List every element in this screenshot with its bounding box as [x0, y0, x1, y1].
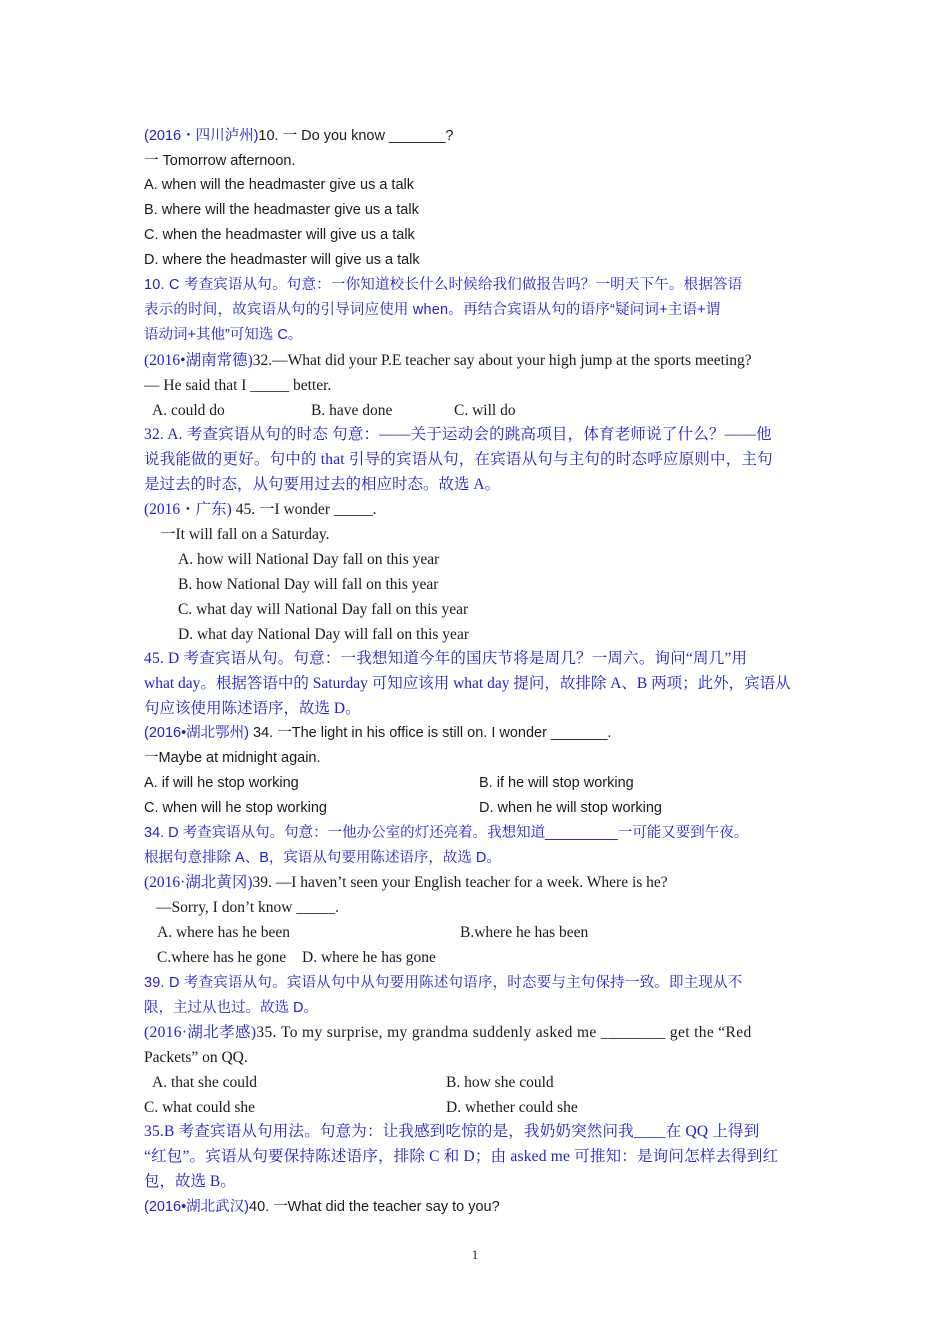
options-row: [144, 1098, 808, 1118]
explanation-line: 限，主过从也过。故选 D。: [144, 1000, 318, 1016]
option-c: C. when will he stop working: [144, 800, 327, 816]
explanation-line: 句应该使用陈述语序，故选 D。: [144, 700, 361, 717]
explanation-line: 35.B 考查宾语从句用法。句意为：让我感到吃惊的是，我奶奶突然问我____在 QQ 上得到: [144, 1123, 760, 1140]
question-source: (2016•湖南常德): [144, 352, 253, 369]
option-d: D. when he will stop working: [479, 800, 662, 816]
option-a: A. if will he stop working: [144, 775, 299, 791]
explanation-line: 32. A. 考查宾语从句的时态 句意：——关于运动会的跳高项目，体育老师说了什么？——他: [144, 426, 772, 443]
option-c: C. what day will National Day fall on this year: [178, 601, 469, 618]
option-b: B. how National Day will fall on this year: [178, 576, 439, 593]
explanation-line: 45. D 考查宾语从句。句意：一我想知道今年的国庆节将是周几？一周六。询问“周几”用: [144, 650, 748, 667]
question-source: (2016・四川泸州): [144, 128, 259, 144]
option-a: A. could do: [152, 402, 225, 419]
option-b: B. have done: [311, 402, 393, 419]
option-d: D. whether could she: [446, 1099, 578, 1116]
explanation-line: 根据句意排除 A、B，宾语从句要用陈述语序，故选 D。: [144, 850, 501, 866]
page-number: 1: [471, 1247, 479, 1262]
question-header: (2016•湖北鄂州) 34. 一The light in his office is still on. I wonder _______.: [144, 725, 612, 741]
question-source: (2016・广东): [144, 501, 232, 518]
explanation-line: 说我能做的更好。句中的 that 引导的宾语从句，在宾语从句与主句的时态呼应原则中，主句: [144, 451, 773, 468]
question-source: (2016·湖北孝感): [144, 1024, 257, 1041]
option-d: D. where the headmaster will give us a talk: [144, 252, 420, 268]
option-b: B. how she could: [446, 1074, 554, 1091]
question-line: Packets” on QQ.: [144, 1049, 248, 1066]
answer-line: 一 Tomorrow afternoon.: [144, 153, 296, 169]
question-header: (2016·湖北孝感)35. To my surprise, my grandma suddenly asked me ________ get the “Red: [144, 1024, 752, 1041]
explanation-line: what day。根据答语中的 Saturday 可知应该用 what day 提问，故排除 A、B 两项；此外，宾语从: [144, 675, 791, 692]
explanation-line: 包，故选 B。: [144, 1173, 236, 1190]
question-header: (2016•湖南常德)32.—What did your P.E teacher say about your high jump at the sports meeting?: [144, 352, 752, 369]
question-header: (2016•湖北武汉)40. 一What did the teacher say to you?: [144, 1199, 500, 1215]
options-row: [144, 1073, 808, 1093]
explanation-line: 是过去的时态，从句要用过去的相应时态。故选 A。: [144, 476, 501, 493]
answer-line: 一It will fall on a Saturday.: [160, 526, 330, 543]
options-row: [144, 948, 808, 968]
question-source: (2016·湖北黄冈): [144, 874, 253, 891]
answer-line: —Sorry, I don’t know _____.: [156, 899, 339, 916]
question-header: (2016・四川泸州)10. 一 Do you know _______?: [144, 128, 454, 144]
option-c: C. what could she: [144, 1099, 256, 1116]
question-source: (2016•湖北武汉): [144, 1199, 249, 1215]
option-b: B. where will the headmaster give us a talk: [144, 202, 419, 218]
options-row: [144, 773, 808, 793]
option-a: A. when will the headmaster give us a talk: [144, 177, 414, 193]
explanation-line: 34. D 考查宾语从句。句意：一他办公室的灯还亮着。我想知道_________一可能又要到午夜。: [144, 825, 749, 841]
explanation-line: 语动词+其他”可知选 C。: [144, 327, 303, 343]
question-header: (2016・广东) 45. 一I wonder _____.: [144, 501, 377, 518]
question-source: (2016•湖北鄂州): [144, 725, 249, 741]
option-c: C. will do: [454, 402, 516, 419]
option-c: C.where has he gone: [157, 949, 287, 966]
answer-line: 一Maybe at midnight again.: [144, 750, 321, 766]
answer-line: — He said that I _____ better.: [144, 377, 332, 394]
options-row: [144, 923, 808, 943]
explanation-line: “红包”。宾语从句要保持陈述语序，排除 C 和 D；由 asked me 可推知：是询问怎样去得到红: [144, 1148, 779, 1165]
option-d: D. where he has gone: [302, 949, 436, 966]
explanation-line: 39. D 考查宾语从句。宾语从句中从句要用陈述句语序，时态要与主句保持一致。即主现从不: [144, 975, 743, 991]
option-c: C. when the headmaster will give us a talk: [144, 227, 415, 243]
option-a: A. where has he been: [157, 924, 290, 941]
option-b: B.where he has been: [460, 924, 589, 941]
option-a: A. that she could: [152, 1074, 258, 1091]
options-row: [144, 798, 808, 818]
explanation-line: 10. C 考查宾语从句。句意：一你知道校长什么时候给我们做报告吗？一明天下午。根据答语: [144, 277, 743, 293]
option-d: D. what day National Day will fall on this year: [178, 626, 469, 643]
explanation-line: 表示的时间，故宾语从句的引导词应使用 when。再结合宾语从句的语序“疑问词+主语+谓: [144, 302, 721, 318]
option-b: B. if he will stop working: [479, 775, 634, 791]
question-header: (2016·湖北黄冈)39. —I haven’t seen your English teacher for a week. Where is he?: [144, 874, 668, 891]
option-a: A. how will National Day fall on this year: [178, 551, 440, 568]
options-row: [144, 401, 808, 421]
